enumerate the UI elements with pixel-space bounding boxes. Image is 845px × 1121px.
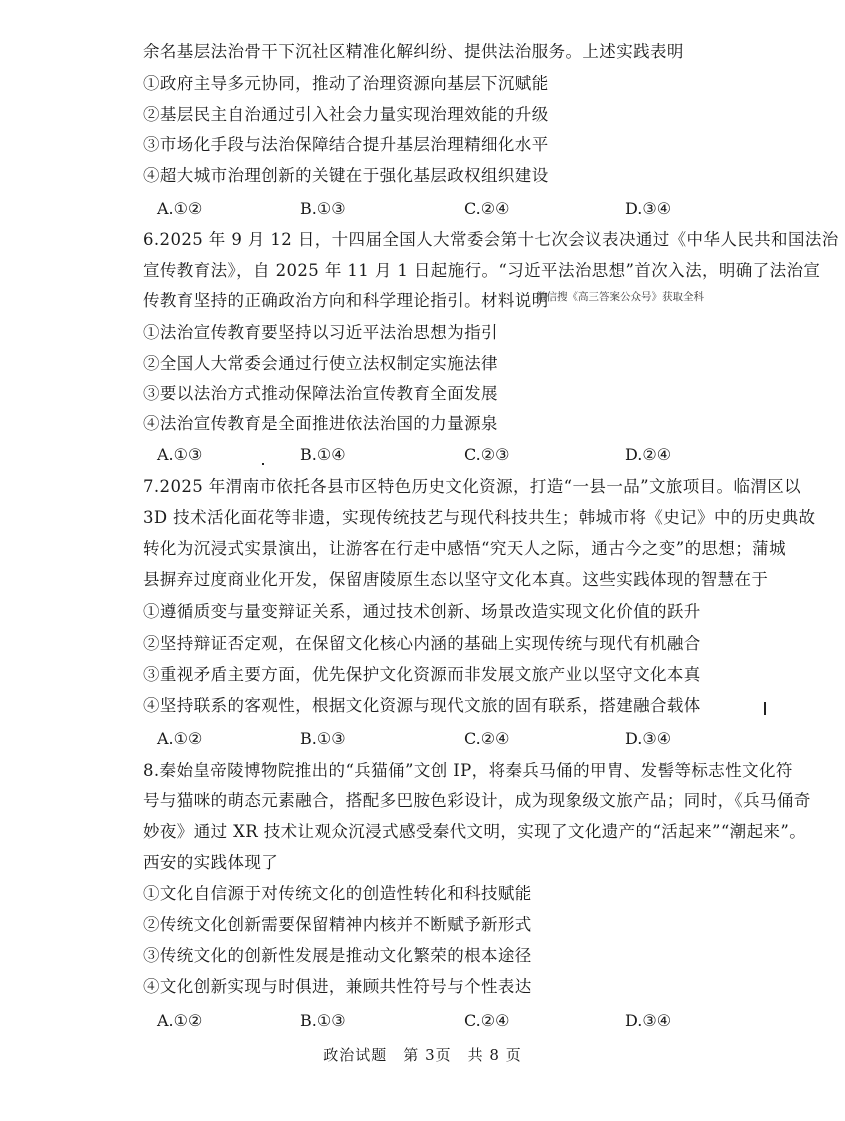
q8-choice-b: B.①③ — [300, 1011, 346, 1030]
q7-option-4: ④坚持联系的客观性，根据文化资源与现代文旅的固有联系，搭建融合载体 — [143, 696, 701, 715]
q6-stem-line: 传教育坚持的正确政治方向和科学理论指引。材料说明 — [143, 291, 549, 310]
q7-choice-c: C.②④ — [464, 729, 510, 748]
q7-option-2: ②坚持辩证否定观，在保留文化核心内涵的基础上实现传统与现代有机融合 — [143, 634, 701, 653]
q6-option-4: ④法治宣传教育是全面推进依法治国的力量源泉 — [143, 414, 498, 433]
watermark-text: 微信搜《高三答案公众号》获取全科 — [536, 291, 704, 303]
q5-choice-a: A.①② — [157, 199, 203, 218]
q5-choice-d: D.③④ — [625, 199, 672, 218]
q8-choices — [157, 1010, 717, 1032]
q8-choice-d: D.③④ — [625, 1011, 672, 1030]
q6-choices — [157, 444, 717, 466]
q5-option-4: ④超大城市治理创新的关键在于强化基层政权组织建设 — [143, 166, 549, 185]
q6-option-3: ③要以法治方式推动保障法治宣传教育全面发展 — [143, 384, 498, 403]
q8-option-1: ①文化自信源于对传统文化的创造性转化和科技赋能 — [143, 884, 532, 903]
q8-option-3: ③传统文化的创新性发展是推动文化繁荣的根本途径 — [143, 946, 532, 965]
q5-option-2: ②基层民主自治通过引入社会力量实现治理效能的升级 — [143, 105, 549, 124]
q6-option-2: ②全国人大常委会通过行使立法权制定实施法律 — [143, 354, 498, 373]
q7-stem-line: 7.2025 年渭南市依托各县市区特色历史文化资源，打造“一县一品”文旅项目。临渭区以 — [143, 477, 802, 496]
page-footer: 政治试题 第 3页 共 8 页 — [323, 1046, 522, 1064]
q7-option-1: ①遵循质变与量变辩证关系，通过技术创新、场景改造实现文化价值的跃升 — [143, 602, 701, 621]
q7-stem-line: 3D 技术活化面花等非遗，实现传统技艺与现代科技共生；韩城市将《史记》中的历史典故 — [143, 508, 816, 527]
q8-option-2: ②传统文化创新需要保留精神内核并不断赋予新形式 — [143, 915, 532, 934]
q5-choices — [157, 198, 717, 220]
q8-choice-a: A.①② — [157, 1011, 203, 1030]
q8-option-4: ④文化创新实现与时俱进，兼顾共性符号与个性表达 — [143, 977, 532, 996]
q8-stem-line: 妙夜》通过 XR 技术让观众沉浸式感受秦代文明，实现了文化遗产的“活起来”“潮起来”。 — [143, 822, 807, 841]
q5-choice-b: B.①③ — [300, 199, 346, 218]
q7-stem-line: 县摒弃过度商业化开发，保留唐陵原生态以坚守文化本真。这些实践体现的智慧在于 — [143, 570, 769, 589]
q5-stem-line: 余名基层法治骨干下沉社区精准化解纠纷、提供法治服务。上述实践表明 — [143, 42, 684, 61]
q8-stem-line: 西安的实践体现了 — [143, 853, 279, 872]
q7-choice-a: A.①② — [157, 729, 203, 748]
q8-stem-line: 8.秦始皇帝陵博物院推出的“兵猫俑”文创 IP，将秦兵马俑的甲胄、发髻等标志性文化符 — [143, 761, 793, 780]
scan-mark — [764, 702, 766, 715]
q5-choice-c: C.②④ — [464, 199, 510, 218]
q6-option-1: ①法治宣传教育要坚持以习近平法治思想为指引 — [143, 323, 498, 342]
q6-stem-line: 宣传教育法》，自 2025 年 11 月 1 日起施行。“习近平法治思想”首次入法，明确了法治宣 — [143, 261, 821, 280]
q5-option-1: ①政府主导多元协同，推动了治理资源向基层下沉赋能 — [143, 74, 549, 93]
q7-option-3: ③重视矛盾主要方面，优先保护文化资源而非发展文旅产业以坚守文化本真 — [143, 665, 701, 684]
q8-choice-c: C.②④ — [464, 1011, 510, 1030]
q6-stem-line: 6.2025 年 9 月 12 日，十四届全国人大常委会第十七次会议表决通过《中华人民共和国法治 — [143, 230, 839, 249]
q6-choice-a: A.①③ — [157, 445, 203, 464]
q6-choice-b: B.①④ — [300, 445, 346, 464]
q6-choice-d: D.②④ — [625, 445, 672, 464]
scan-mark — [262, 463, 264, 465]
q8-stem-line: 号与猫咪的萌态元素融合，搭配多巴胺色彩设计，成为现象级文旅产品；同时，《兵马俑奇 — [143, 791, 811, 810]
q7-choice-b: B.①③ — [300, 729, 346, 748]
q5-option-3: ③市场化手段与法治保障结合提升基层治理精细化水平 — [143, 135, 549, 154]
q7-choice-d: D.③④ — [625, 729, 672, 748]
q7-stem-line: 转化为沉浸式实景演出，让游客在行走中感悟“究天人之际，通古今之变”的思想；蒲城 — [143, 539, 786, 558]
q7-choices — [157, 728, 717, 750]
q6-choice-c: C.②③ — [464, 445, 510, 464]
